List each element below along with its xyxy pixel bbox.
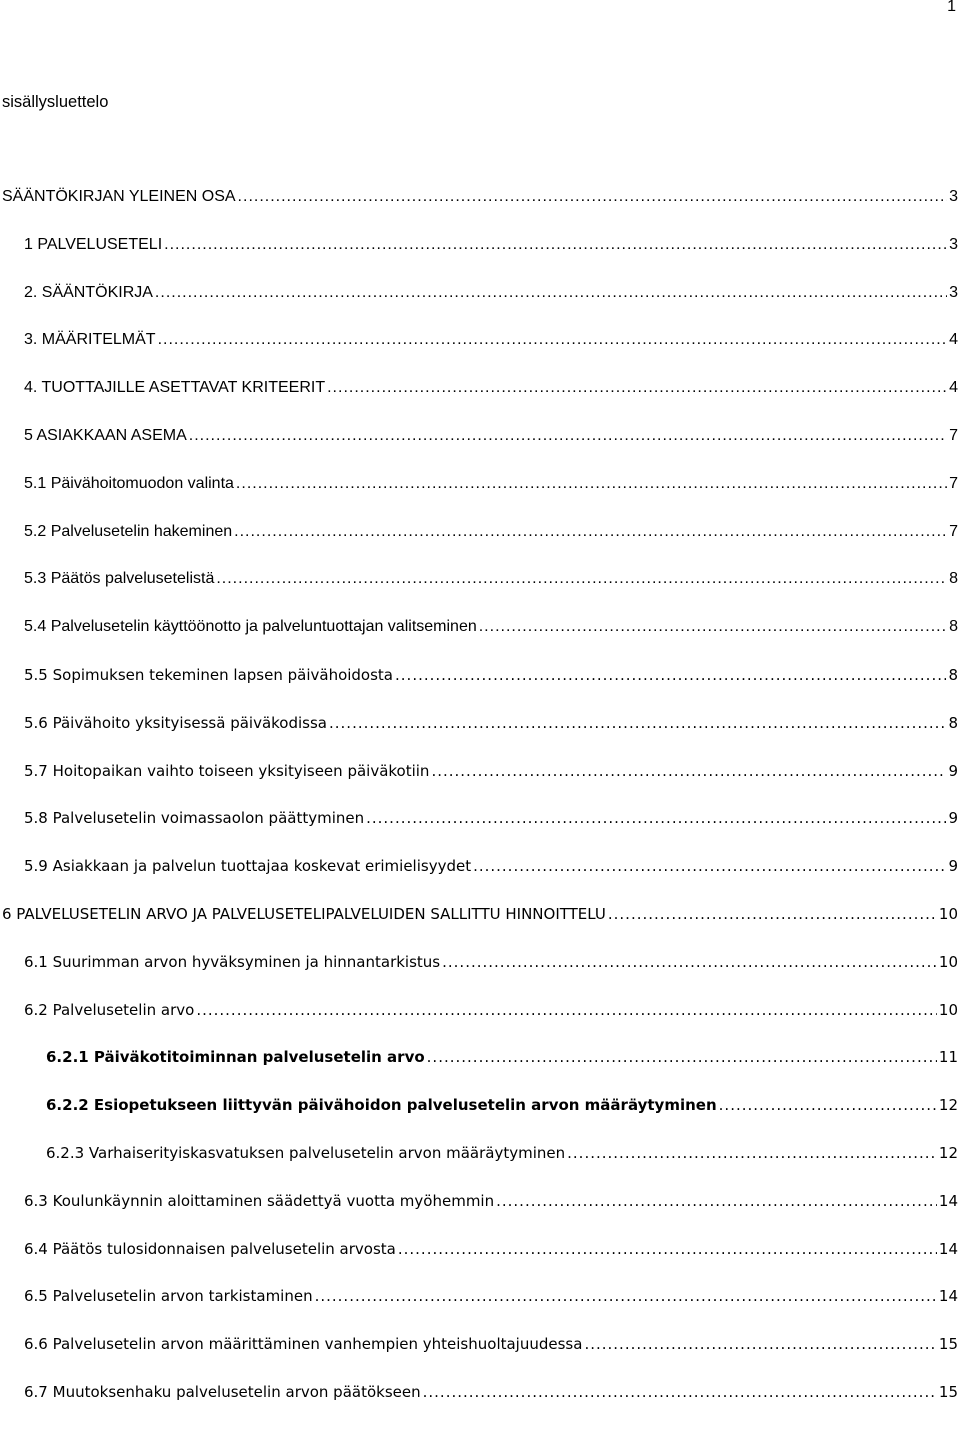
toc-entry[interactable]: [0, 855, 958, 903]
toc-entry-label: 5.9 Asiakkaan ja palvelun tuottajaa koskevat erimielisyydet: [24, 857, 472, 876]
toc-entry-page-number: 9: [948, 761, 958, 780]
toc-dot-leader: [473, 855, 946, 877]
toc-entry-label: 3. MÄÄRITELMÄT: [24, 331, 156, 349]
toc-entry-page-number: 9: [948, 857, 958, 876]
toc-entry-page-number: 10: [938, 952, 958, 971]
toc-dot-leader: [584, 1333, 936, 1355]
toc-entry-page-number: 7: [949, 474, 958, 492]
toc-entry-label: 5.6 Päivähoito yksityisessä päiväkodissa: [24, 713, 327, 732]
toc-heading: sisällysluettelo: [2, 93, 109, 111]
toc-entry-label: 6.7 Muutoksenhaku palvelusetelin arvon päätökseen: [24, 1382, 421, 1401]
toc-entry-page-number: 3: [949, 283, 958, 301]
toc-entry[interactable]: [0, 568, 958, 616]
toc-entry-page-number: 8: [948, 713, 958, 732]
toc-dot-leader: [567, 1142, 937, 1164]
toc-entry[interactable]: [0, 712, 958, 760]
toc-entry-label: SÄÄNTÖKIRJAN YLEINEN OSA: [2, 188, 236, 205]
toc-dot-leader: [427, 1046, 937, 1068]
toc-entry[interactable]: [0, 1285, 958, 1333]
toc-entry-page-number: 15: [938, 1335, 958, 1354]
toc-entry[interactable]: [0, 282, 958, 330]
toc-entry-page-number: 12: [938, 1143, 958, 1162]
toc-entry-label: 6.6 Palvelusetelin arvon määrittäminen vanhempien yhteishuoltajuudessa: [24, 1335, 583, 1354]
toc-entry[interactable]: [0, 999, 958, 1047]
toc-entry-label: 6 PALVELUSETELIN ARVO JA PALVELUSETELIPALVELUIDEN SALLITTU HINNOITTELU: [2, 904, 606, 923]
toc-dot-leader: [234, 521, 947, 543]
toc-dot-leader: [238, 186, 948, 208]
toc-entry-page-number: 14: [938, 1287, 958, 1306]
toc-entry[interactable]: [0, 807, 958, 855]
toc-entry-page-number: 11: [938, 1048, 958, 1067]
toc-dot-leader: [236, 473, 947, 495]
toc-entry[interactable]: [0, 664, 958, 712]
toc-entry-label: 6.2.3 Varhaiserityiskasvatuksen palvelusetelin arvon määräytyminen: [46, 1143, 566, 1162]
toc-dot-leader: [398, 1238, 937, 1260]
toc-entry-label: 6.1 Suurimman arvon hyväksyminen ja hinnantarkistus: [24, 952, 441, 971]
toc-dot-leader: [196, 999, 937, 1021]
toc-entry-page-number: 8: [949, 618, 958, 636]
toc-entry-page-number: 7: [949, 522, 958, 540]
toc-entry-label: 6.2.1 Päiväkotitoiminnan palvelusetelin arvo: [46, 1048, 425, 1067]
toc-dot-leader: [189, 425, 947, 447]
toc-entry-label: 6.3 Koulunkäynnin aloittaminen säädettyä vuotta myöhemmin: [24, 1191, 495, 1210]
toc-entry[interactable]: [0, 1381, 958, 1429]
toc-entry[interactable]: [0, 1333, 958, 1381]
toc-dot-leader: [719, 1094, 937, 1116]
toc-entry[interactable]: [0, 903, 958, 951]
toc-entry-label: 5.8 Palvelusetelin voimassaolon päättyminen: [24, 809, 365, 828]
toc-dot-leader: [608, 903, 937, 925]
toc-entry-label: 6.4 Päätös tulosidonnaisen palvelusetelin arvosta: [24, 1239, 396, 1258]
toc-dot-leader: [423, 1381, 937, 1403]
toc-entry-page-number: 8: [948, 665, 958, 684]
toc-entry-label: 5.2 Palvelusetelin hakeminen: [24, 522, 233, 540]
toc-entry[interactable]: [0, 377, 958, 425]
toc-entry-page-number: 15: [938, 1382, 958, 1401]
toc-entry-page-number: 8: [949, 570, 958, 588]
toc-entry-page-number: 12: [938, 1096, 958, 1115]
toc-entry[interactable]: [0, 521, 958, 569]
toc-entry[interactable]: [0, 425, 958, 473]
toc-entry-label: 5.5 Sopimuksen tekeminen lapsen päivähoidosta: [24, 665, 394, 684]
toc-dot-leader: [366, 807, 946, 829]
toc-entry-label: 6.5 Palvelusetelin arvon tarkistaminen: [24, 1287, 313, 1306]
toc-entry-label: 2. SÄÄNTÖKIRJA: [24, 283, 153, 301]
toc-dot-leader: [158, 329, 948, 351]
toc-entry-page-number: 14: [938, 1191, 958, 1210]
toc-entry[interactable]: [0, 1142, 958, 1190]
toc-entry-page-number: 14: [938, 1239, 958, 1258]
toc-entry-page-number: 9: [948, 809, 958, 828]
toc-entry-page-number: 10: [938, 904, 958, 923]
toc-dot-leader: [496, 1190, 937, 1212]
toc-entry-label: 4. TUOTTAJILLE ASETTAVAT KRITEERIT: [24, 379, 326, 397]
toc-entry-page-number: 3: [949, 235, 958, 253]
toc-dot-leader: [395, 664, 946, 686]
toc-entry[interactable]: [0, 329, 958, 377]
toc-entry-label: 1 PALVELUSETELI: [24, 235, 163, 253]
toc-entry[interactable]: [0, 1238, 958, 1286]
toc-dot-leader: [155, 282, 947, 304]
toc-entry-page-number: 7: [949, 426, 958, 444]
toc-dot-leader: [164, 234, 947, 256]
toc-entry[interactable]: [0, 1094, 958, 1142]
toc-entry[interactable]: [0, 1190, 958, 1238]
toc-entry-page-number: 3: [949, 188, 958, 205]
toc-entry-label: 6.2.2 Esiopetukseen liittyvän päivähoidon palvelusetelin arvon määräytyminen: [46, 1096, 717, 1115]
toc-entry[interactable]: [0, 616, 958, 664]
toc-entry[interactable]: [0, 234, 958, 282]
toc-entry-label: 5.7 Hoitopaikan vaihto toiseen yksityiseen päiväkotiin: [24, 761, 430, 780]
toc-dot-leader: [329, 712, 946, 734]
toc-entry[interactable]: [0, 951, 958, 999]
toc-entry-label: 5.3 Päätös palvelusetelistä: [24, 570, 215, 588]
toc-entry[interactable]: [0, 1046, 958, 1094]
toc-entry-page-number: 4: [949, 379, 958, 397]
toc-entry-label: 5 ASIAKKAAN ASEMA: [24, 426, 187, 444]
toc-entry-page-number: 4: [949, 331, 958, 349]
page-number: 1: [947, 0, 956, 15]
table-of-contents: [0, 186, 958, 1429]
toc-dot-leader: [315, 1285, 937, 1307]
toc-entry[interactable]: [0, 473, 958, 521]
toc-dot-leader: [216, 568, 947, 590]
toc-entry-label: 5.1 Päivähoitomuodon valinta: [24, 474, 234, 492]
toc-dot-leader: [442, 951, 937, 973]
toc-entry[interactable]: [0, 760, 958, 808]
toc-entry[interactable]: [0, 186, 958, 234]
toc-dot-leader: [431, 760, 946, 782]
toc-entry-label: 6.2 Palvelusetelin arvo: [24, 1000, 195, 1019]
toc-dot-leader: [479, 616, 947, 638]
toc-dot-leader: [327, 377, 947, 399]
toc-entry-page-number: 10: [938, 1000, 958, 1019]
toc-entry-label: 5.4 Palvelusetelin käyttöönotto ja palveluntuottajan valitseminen: [24, 618, 477, 636]
